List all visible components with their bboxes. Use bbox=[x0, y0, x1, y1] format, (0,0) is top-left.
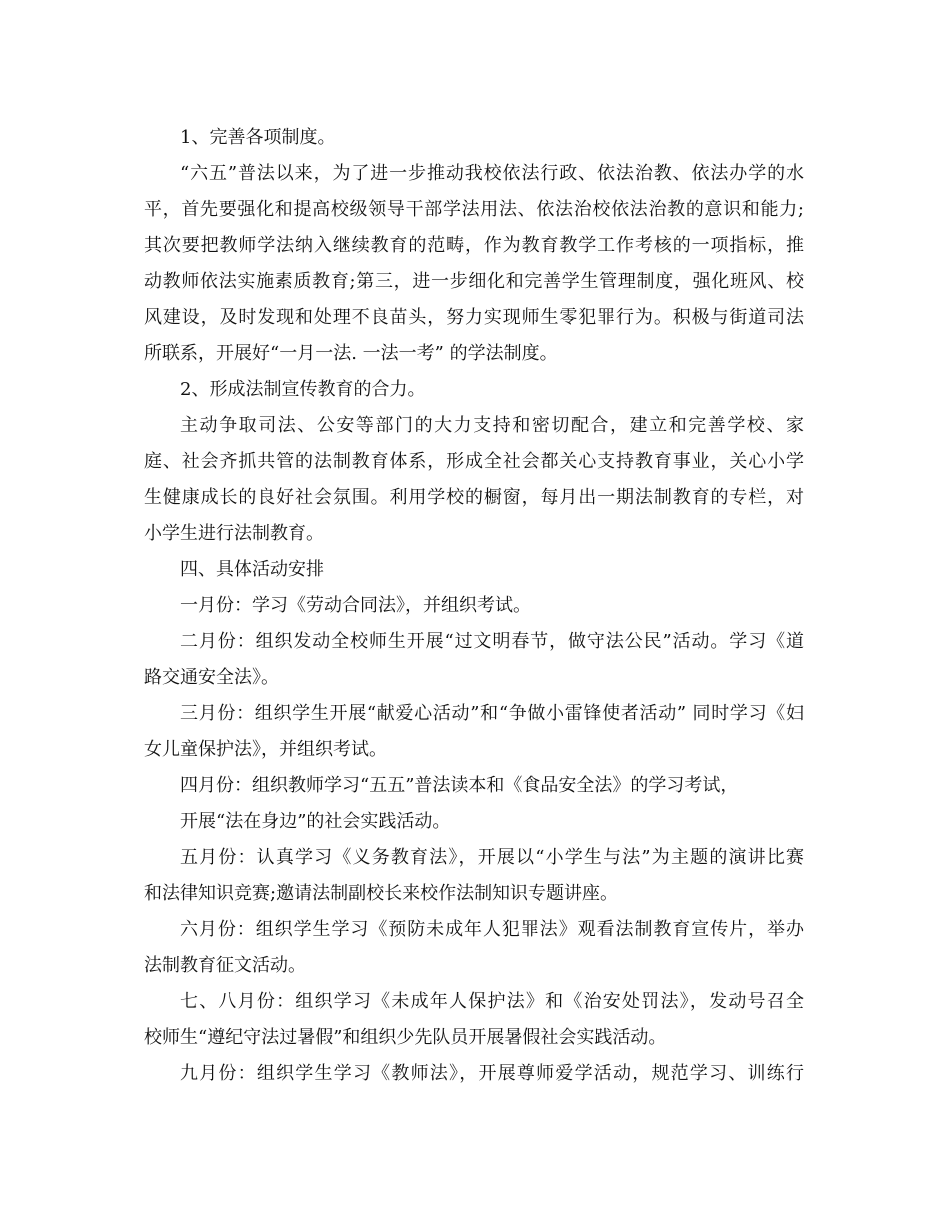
paragraph-line: 平，首先要强化和提高校级领导干部学法用法、依法治校依法治教的意识和能力; bbox=[144, 199, 804, 220]
schedule-item-july-august: 七、八月份：组织学习《未成年人保护法》和《治安处罚法》，发动号召全 bbox=[180, 991, 804, 1012]
paragraph-line: 生健康成长的良好社会氛围。利用学校的橱窗，每月出一期法制教育的专栏，对 bbox=[144, 487, 804, 508]
schedule-item-february: 二月份：组织发动全校师生开展“过文明春节，做守法公民”活动。学习《道 bbox=[180, 631, 804, 652]
schedule-item-january: 一月份：学习《劳动合同法》，并组织考试。 bbox=[180, 595, 531, 616]
paragraph-line: 庭、社会齐抓共管的法制教育体系，形成全社会都关心支持教育事业，关心小学 bbox=[144, 451, 804, 472]
section-heading-form-synergy: 2、形成法制宣传教育的合力。 bbox=[180, 379, 426, 400]
paragraph-line: 法制教育征文活动。 bbox=[144, 955, 306, 976]
section-heading-activity-schedule: 四、具体活动安排 bbox=[180, 559, 324, 580]
schedule-item-march: 三月份：组织学生开展“献爱心活动”和“争做小雷锋使者活动” 同时学习《妇 bbox=[180, 703, 804, 724]
paragraph-line: 女儿童保护法》，并组织考试。 bbox=[144, 739, 387, 760]
paragraph-line: 其次要把教师学法纳入继续教育的范畴，作为教育教学工作考核的一项指标，推 bbox=[144, 235, 804, 256]
paragraph-line: 路交通安全法》。 bbox=[144, 667, 279, 688]
schedule-item-june: 六月份：组织学生学习《预防未成年人犯罪法》观看法制教育宣传片，举办 bbox=[180, 919, 804, 940]
schedule-item-may: 五月份：认真学习《义务教育法》，开展以“小学生与法”为主题的演讲比赛 bbox=[180, 847, 804, 868]
paragraph-line: 开展“法在身边”的社会实践活动。 bbox=[180, 811, 451, 832]
schedule-item-september: 九月份：组织学生学习《教师法》，开展尊师爱学活动，规范学习、训练行 bbox=[180, 1063, 804, 1084]
paragraph-line: “六五”普法以来，为了进一步推动我校依法行政、依法治教、依法办学的水 bbox=[180, 163, 804, 184]
paragraph-line: 风建设，及时发现和处理不良苗头，努力实现师生零犯罪行为。积极与街道司法 bbox=[144, 307, 804, 328]
paragraph-line: 小学生进行法制教育。 bbox=[144, 523, 324, 544]
paragraph-line: 动教师依法实施素质教育;第三，进一步细化和完善学生管理制度，强化班风、校 bbox=[144, 271, 804, 292]
paragraph-line: 主动争取司法、公安等部门的大力支持和密切配合，建立和完善学校、家 bbox=[180, 415, 804, 436]
section-heading-improve-systems: 1、完善各项制度。 bbox=[180, 127, 336, 148]
paragraph-line: 和法律知识竞赛;邀请法制副校长来校作法制知识专题讲座。 bbox=[144, 883, 619, 904]
schedule-item-april: 四月份：组织教师学习“五五”普法读本和《食品安全法》的学习考试， bbox=[180, 775, 739, 796]
paragraph-line: 所联系，开展好“一月一法. 一法一考” 的学法制度。 bbox=[144, 343, 558, 364]
paragraph-line: 校师生“遵纪守法过暑假”和组织少先队员开展暑假社会实践活动。 bbox=[144, 1027, 667, 1048]
